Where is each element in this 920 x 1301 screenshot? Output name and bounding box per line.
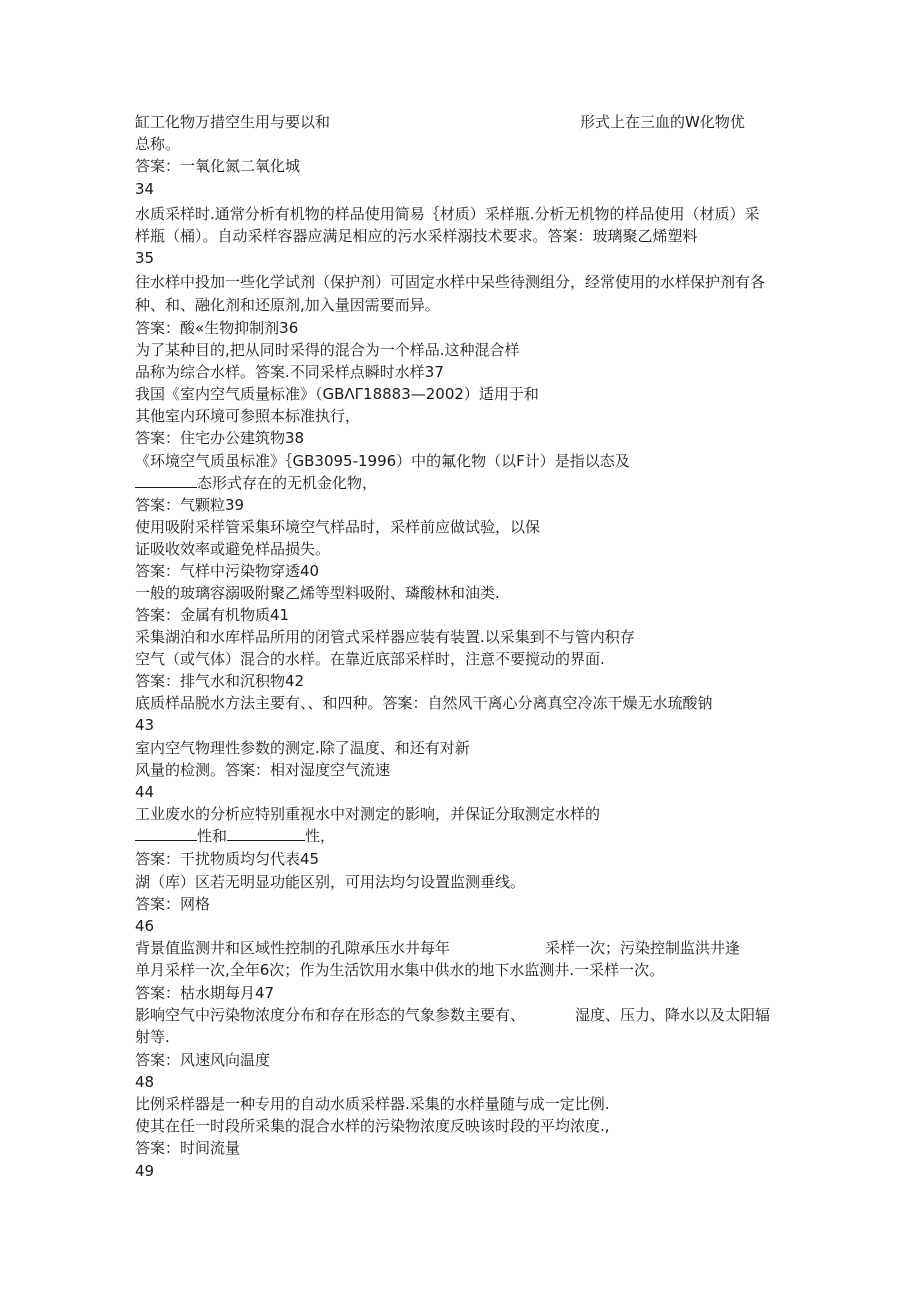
text-line: 往水样中投加一些化学试剂（保护剂）可固定水样中呆些待测组分，经常使用的水样保护剂有各 (135, 273, 766, 291)
question-number: 35 (135, 249, 155, 267)
text-line: 单月采样一次,全年6次；作为生活饮用水集中供水的地下水监测井.一采样一次。 (135, 961, 665, 979)
text-line: 空气（或气体）混合的水样。在靠近底部采样时，注意不要搅动的界面. (135, 650, 605, 668)
answer-line: 答案：气样中污染物穿透40 (135, 562, 320, 580)
text-line: 使用吸附采样管采集环境空气样品时，采样前应做试验，以保 (135, 518, 541, 536)
question-number: 34 (135, 180, 155, 198)
answer-line: 答案：气颗粒39 (135, 496, 245, 514)
text-line: 采集湖泊和水库样品所用的闭管式采样器应装有装置.以采集到不与管内积存 (135, 628, 635, 646)
text-line: 态形式存在的无机金化物， (135, 473, 377, 493)
text-line: 总称。 (135, 135, 181, 153)
question-number: 43 (135, 716, 155, 734)
answer-line: 答案：时间流量 (135, 1139, 241, 1157)
answer-line: 答案：风速风向温度 (135, 1051, 271, 1069)
text-line: 证吸收效率或避免样品损失。 (135, 540, 331, 558)
answer-line: 答案：排气水和沉积物42 (135, 672, 305, 690)
text-line: 室内空气物理性参数的测定.除了温度、和还有对新 (135, 739, 470, 757)
blank-line (227, 826, 305, 841)
text-line: 比例采样器是一种专用的自动水质采样器.采集的水样量随与成一定比例. (135, 1095, 610, 1113)
text-line: 工业废水的分析应特别重视水中对测定的影响，并保证分取测定水样的 (135, 805, 601, 823)
text-line: 一般的玻璃容溺吸附聚乙烯等型料吸附、璘酸林和油类. (135, 584, 500, 602)
text-line: 使其在任一时段所采集的混合水样的污染物浓度反映该时段的平均浓度., (135, 1117, 610, 1135)
text-line: 性和 性， (135, 826, 335, 846)
answer-line: 答案：住宅办公建筑物38 (135, 429, 305, 447)
text-line: 风量的检测。答案：相对湿度空气流速 (135, 761, 391, 779)
text-line: 其他室内环境可参照本标准执行， (135, 407, 361, 425)
text-line: 为了某种目的,把从同时采得的混合为一个样品.这种混合样 (135, 341, 520, 359)
text-line: 缸工化物万措空生用与要以和 形式上在三血的W化物优 (135, 113, 745, 131)
text-line: 《环境空气质虽标准》｛GB3095-1996）中的氟化物（以F计）是指以态及 (135, 452, 630, 470)
text-line: 背景值监测井和区域性控制的孔隙承压水井每年 采样一次；污染控制监洪井逢 (135, 939, 741, 957)
answer-line: 答案：金属有机物质41 (135, 606, 290, 624)
text-line: 影响空气中污染物浓度分布和存在形态的气象参数主要有、 湿度、压力、降水以及太阳辐 (135, 1006, 771, 1024)
text-line: 我国《室内空气质量标准》（GBΛΓ18883—2002）适用于和 (135, 385, 539, 403)
question-number: 46 (135, 917, 155, 935)
text-line: 射等. (135, 1028, 170, 1046)
blank-line (135, 826, 197, 841)
text-line: 样瓶（桶）。自动采样容器应满足相应的污水采样溺技术要求。答案：玻璃聚乙烯塑料 (135, 227, 698, 245)
answer-line: 答案：枯水期每月47 (135, 984, 275, 1002)
answer-line: 答案：酸«生物抑制剂36 (135, 319, 299, 337)
text-line: 水质采样时.通常分析有机物的样品使用简易｛材质）采样瓶.分析无机物的样品使用（材质）采 (135, 205, 760, 223)
question-number: 48 (135, 1073, 155, 1091)
answer-line: 答案：一氧化氮二氧化城 (135, 157, 301, 175)
answer-line: 答案：网格 (135, 895, 211, 913)
question-number: 49 (135, 1162, 155, 1180)
answer-line: 答案：干扰物质均匀代表45 (135, 850, 320, 868)
question-number: 44 (135, 783, 155, 801)
text-line: 底质样品脱水方法主要有、、和四种。答案：自然风干离心分离真空冷冻干燥无水琉酸钠 (135, 694, 713, 712)
text-line: 湖（库）区若无明显功能区别，可用法均匀设置监测垂线。 (135, 873, 526, 891)
blank-line (135, 473, 197, 488)
text-line: 品称为综合水样。答案.不同采样点瞬时水样37 (135, 363, 444, 381)
text-line: 种、和、融化剂和还原剂,加入量因需要而异。 (135, 296, 440, 314)
